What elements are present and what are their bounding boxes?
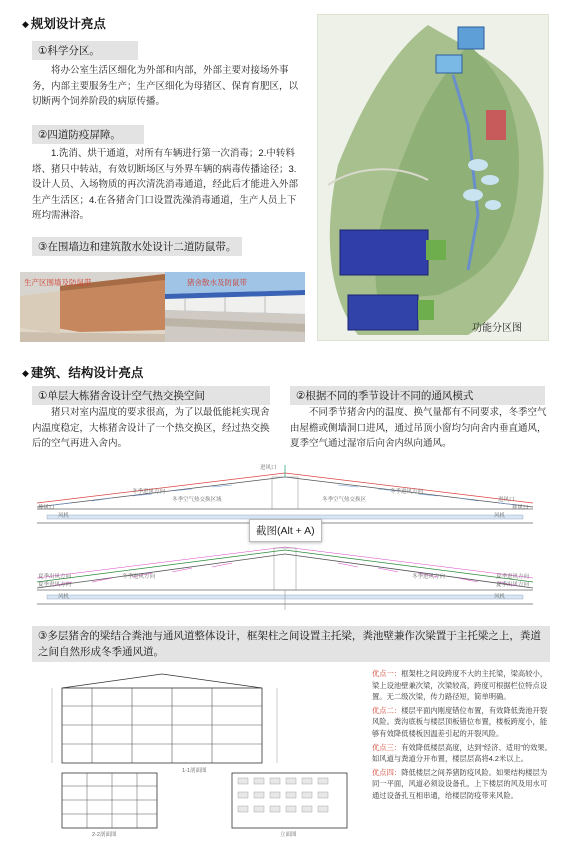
label-winter-inflow-right: 冬季进风方向 bbox=[390, 489, 424, 495]
label-fan-left: 风机 bbox=[58, 513, 70, 519]
screenshot-tooltip: 截图(Alt + A) bbox=[249, 519, 322, 542]
label-exhaust-right: 排风口 bbox=[512, 505, 529, 511]
section-title-structure: ◆ 建筑、结构设计亮点 bbox=[22, 366, 144, 380]
caption-elevation: 立面图 bbox=[280, 832, 297, 838]
section-title-planning: ◆ 规划设计亮点 bbox=[22, 17, 106, 31]
label-summer-outflow-left: 夏季出风方向 bbox=[38, 574, 72, 580]
zoning-map-graphic bbox=[318, 15, 549, 341]
tag-rat-barrier: ③在围墙边和建筑散水处设计二道防鼠带。 bbox=[32, 237, 242, 256]
photo2-label: 猪舍散水及防鼠带 bbox=[187, 278, 247, 287]
diamond-bullet-icon: ◆ bbox=[22, 19, 29, 29]
label-summer-inflow-left: 夏季进风方向 bbox=[38, 582, 72, 588]
tag-scientific-zoning: ①科学分区。 bbox=[32, 41, 138, 60]
label-winter-inflow: 冬季进风方向 bbox=[132, 489, 166, 495]
advantage-2: 优点二：楼层平面内刚度错位布置，有效降低粪池开裂风险。粪沟底板与楼层顶板错位布置，楼板跨度小，能够有效降低楼板因温差引起的开裂风险。 bbox=[372, 705, 548, 738]
label-fan-right2: 风机 bbox=[494, 594, 506, 600]
tag-ventilation-modes: ②根据不同的季节设计不同的通风模式 bbox=[290, 386, 545, 405]
structure-section-drawing bbox=[32, 668, 362, 838]
label-fan-right: 风机 bbox=[494, 513, 506, 519]
label-heat-exchange-area: 冬季空气热交换区 bbox=[322, 497, 367, 503]
text-scientific-zoning: 将办公室生活区细化为外部和内部，外部主要对接场外事务，内部主要服务生产；生产区细化为母猪区、保育育肥区，以切断两个饲养阶段的病原传播。 bbox=[32, 65, 299, 107]
tag-heat-exchange: ①单层大栋猪舍设计空气热交换空间 bbox=[32, 386, 270, 405]
label-exhaust-left: 排风口 bbox=[38, 505, 55, 511]
advantage-4: 优点四：降低楼层之间养猪防疫风险。如果结构楼层为同一平面，风道必须设设备孔，上下楼层的风及用水可通过设备孔互相串通，给楼层防疫带来风险。 bbox=[372, 767, 548, 800]
diamond-bullet-icon: ◆ bbox=[22, 368, 29, 378]
label-summer-inflow-right: 夏季进风方向 bbox=[496, 574, 530, 580]
photo1-label: 生产区围墙及防鼠带 bbox=[24, 278, 92, 287]
text-four-barriers: 1.洗消、烘干通道，对所有车辆进行第一次消毒；2.中转料塔、猪只中转站，有效切断场区与外界车辆的病毒传播途径；3.设计人员、入场物质的再次清洗消毒通道，经此后才能进入外部生产生活区；4.在各猪舍门口设置洗澡消毒通道，生产人员上下班均需淋浴。 bbox=[32, 148, 299, 221]
label-winter-inflow-left: 冬季进风方向 bbox=[122, 574, 156, 580]
structural-drawings bbox=[32, 668, 362, 838]
text-heat-exchange: 猪只对室内温度的要求很高，为了以最低能耗实现舍内温度稳定，大栋猪舍设计了一个热交换区，经过热交换后的空气再进入舍内。 bbox=[32, 407, 270, 449]
label-summer-outflow-right: 夏季出风方向 bbox=[496, 582, 530, 588]
tag-multistory-beam: ③多层猪舍的梁结合粪池与通风道整体设计，框架柱之间设置主托梁，粪池壁兼作次梁置于主托梁之上，粪道之间自然形成冬季通风道。 bbox=[32, 626, 550, 662]
map-caption: 功能分区图 bbox=[472, 323, 522, 334]
advantage-3: 优点三：有效降低楼层高度，达到“经济、适用”的效果。如风道与粪道分开布置，楼层层高将4.2米以上。 bbox=[372, 742, 552, 764]
advantage-1: 优点一：框架柱之间设跨度不大的主托梁，梁高较小，梁上设池壁兼次梁，次梁较高，跨度可根据栏位特点设置。无二级次梁，传力路径短，简单明确。 bbox=[372, 669, 548, 702]
function-zoning-map bbox=[317, 14, 549, 341]
label-fan-left2: 风机 bbox=[58, 594, 70, 600]
label-winter-inflow-right2: 冬季进风方向 bbox=[412, 574, 446, 580]
caption-section-1: 1-1剖面图 bbox=[182, 768, 207, 774]
advantages-list bbox=[372, 668, 552, 802]
summer-section-drawing bbox=[32, 542, 538, 612]
photo-wall-rat-barrier bbox=[20, 272, 165, 342]
label-air-inlet-right: 进风口 bbox=[498, 497, 515, 503]
caption-section-2: 2-2剖面图 bbox=[92, 832, 117, 838]
label-air-inlet: 进风口 bbox=[260, 465, 277, 471]
summer-ventilation-diagram bbox=[32, 542, 538, 612]
photo-house-rat-barrier bbox=[165, 272, 305, 342]
tag-four-barriers: ②四道防疫屏障。 bbox=[32, 125, 144, 144]
label-heat-exchange-zone: 冬季空气热交换区域 bbox=[172, 497, 222, 503]
text-ventilation-modes: 不同季节猪舍内的温度、换气量都有不同要求，冬季空气由屋檐或侧墙洞口进风，通过吊顶小窗均匀向舍内垂直通风，夏季空气通过湿帘后向舍内纵向通风。 bbox=[290, 407, 547, 449]
